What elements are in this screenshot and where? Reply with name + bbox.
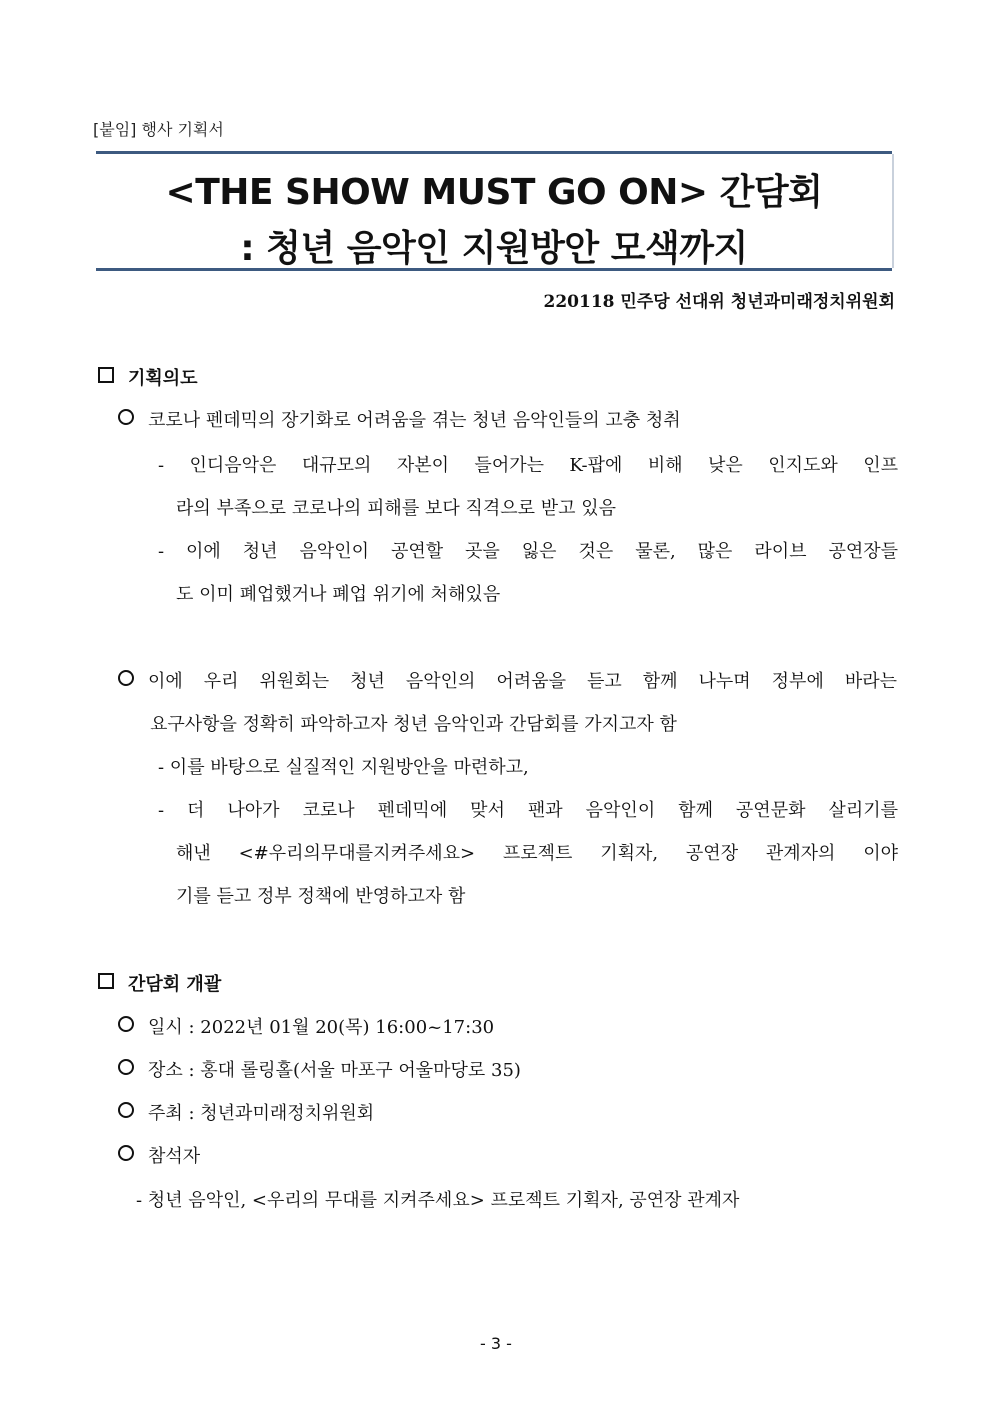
bullet-item — [118, 1013, 494, 1039]
circle-bullet-icon — [118, 409, 134, 425]
bullet-text: 주최 : 청년과미래정치위원회 — [148, 1103, 375, 1124]
bullet-item — [118, 1056, 521, 1082]
page-number: - 3 - — [480, 1334, 512, 1353]
sub-item-line: - 이를 바탕으로 실질적인 지원방안을 마련하고, — [158, 757, 529, 778]
bullet-text: 일시 : 2022년 01월 20(목) 16:00~17:30 — [148, 1017, 495, 1038]
section-heading-text: 기획의도 — [128, 368, 198, 389]
title-box — [96, 151, 892, 271]
sub-item-line: 라의 부족으로 코로나의 피해를 보다 직격으로 받고 있음 — [176, 498, 616, 519]
section-heading-text: 간담회 개괄 — [128, 974, 222, 995]
circle-bullet-icon — [118, 1145, 134, 1161]
title-box-shadow — [892, 154, 894, 268]
bullet-text: 장소 : 홍대 롤링홀(서울 마포구 어울마당로 35) — [148, 1060, 521, 1081]
sub-item-line: 해낸 <#우리의무대를지켜주세요> 프로젝트 기획자, 공연장 관계자의 이야 — [176, 843, 898, 864]
sub-item-line: - 더 나아가 코로나 펜데믹에 맞서 팬과 음악인이 함께 공연문화 살리기를 — [158, 800, 898, 821]
section-heading-purpose — [98, 364, 198, 390]
circle-bullet-icon — [118, 1102, 134, 1118]
organizer-line: 220118 민주당 선대위 청년과미래정치위원회 — [543, 292, 895, 312]
bullet-continuation: 요구사항을 정확히 파악하고자 청년 음악인과 간담회를 가지고자 함 — [150, 714, 677, 735]
circle-bullet-icon — [118, 1016, 134, 1032]
circle-bullet-icon — [118, 1059, 134, 1075]
checkbox-square-icon — [98, 367, 114, 383]
sub-item-line: - 인디음악은 대규모의 자본이 들어가는 K-팝에 비해 낮은 인지도와 인프 — [158, 455, 898, 476]
bullet-text: 참석자 — [148, 1146, 201, 1167]
attachment-label: [붙임] 행사 기획서 — [93, 120, 224, 139]
sub-item-line: 도 이미 폐업했거나 폐업 위기에 처해있음 — [176, 584, 501, 605]
sub-item-line: - 이에 청년 음악인이 공연할 곳을 잃은 것은 물론, 많은 라이브 공연장들 — [158, 541, 898, 562]
title-line-2: : 청년 음악인 지원방안 모색까지 — [240, 228, 748, 269]
bullet-text: 이에 우리 위원회는 청년 음악인의 어려움을 듣고 함께 나누며 정부에 바라는 — [148, 671, 897, 692]
bullet-item — [118, 1099, 374, 1125]
bullet-text: 코로나 펜데믹의 장기화로 어려움을 겪는 청년 음악인들의 고충 청취 — [148, 410, 681, 431]
title-line-1: <THE SHOW MUST GO ON> 간담회 — [165, 172, 823, 213]
checkbox-square-icon — [98, 973, 114, 989]
bullet-item — [118, 406, 681, 432]
bullet-item — [118, 667, 897, 693]
circle-bullet-icon — [118, 670, 134, 686]
section-heading-overview — [98, 970, 221, 996]
sub-item-line: - 청년 음악인, <우리의 무대를 지켜주세요> 프로젝트 기획자, 공연장 관계자 — [136, 1190, 740, 1211]
sub-item-line: 기를 듣고 정부 정책에 반영하고자 함 — [176, 886, 466, 907]
bullet-item — [118, 1142, 200, 1168]
